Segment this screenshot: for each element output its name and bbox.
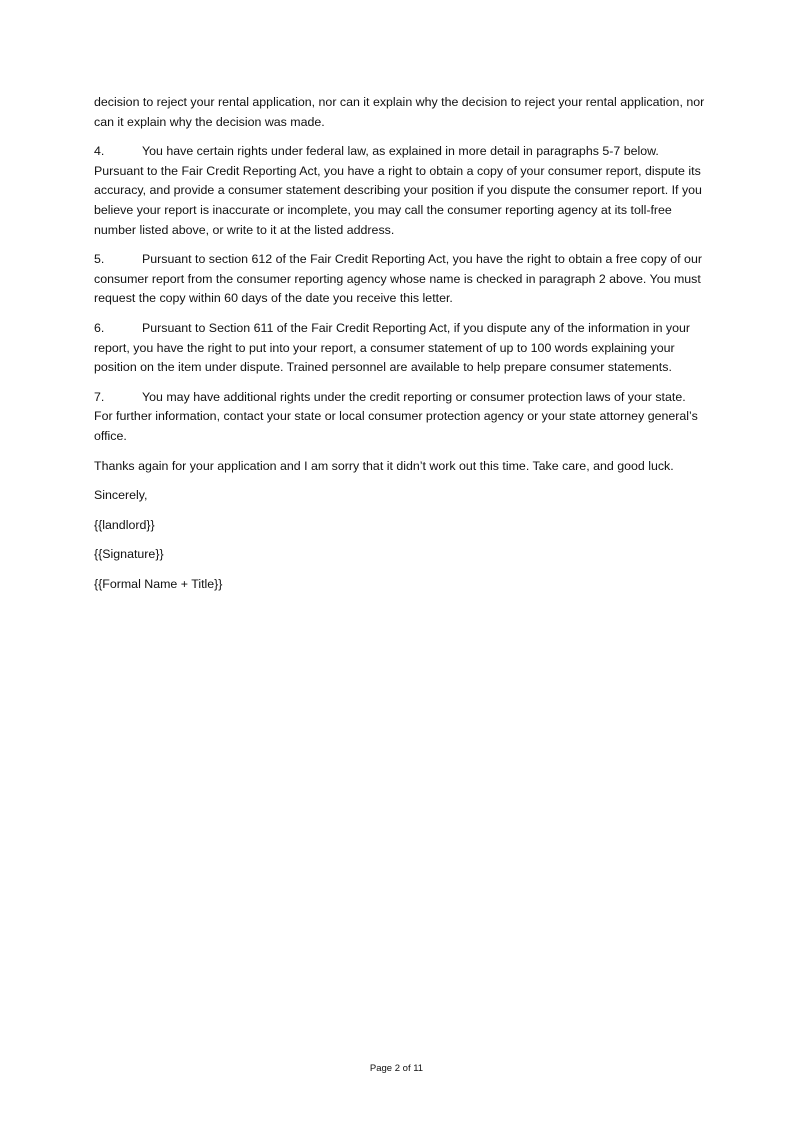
- sign-off: Sincerely,: [94, 488, 148, 503]
- thanks-paragraph: Thanks again for your application and I am sorry that it didn’t work out this time. Take care, and good luck.: [94, 458, 674, 473]
- paragraph-4: [94, 142, 706, 240]
- page-number: Page 2 of 11: [369, 1063, 424, 1074]
- paragraph-5: [94, 250, 706, 309]
- paragraph-text: Pursuant to section 612 of the Fair Credit Reporting Act, you have the right to obtain a free copy of our consumer report from the consumer reporting agency whose name is checked in paragraph 2 above. You must request the copy within 60 days of the date you receive this letter.: [94, 252, 702, 306]
- paragraph-text: Pursuant to Section 611 of the Fair Credit Reporting Act, if you dispute any of the information in your report, you have the right to put into your report, a consumer statement of up to 100 words explaining your position on the item under dispute. Trained personnel are available to help prepare consumer statements.: [94, 320, 691, 375]
- paragraph-text: You may have additional rights under the credit reporting or consumer protection laws of your state. For further information, contact your state or local consumer protection agency or your state attorney general’s office.: [94, 389, 698, 443]
- paragraph-number: 5.: [94, 252, 105, 267]
- signature-placeholder: {{Signature}}: [94, 547, 164, 562]
- paragraph-6: [94, 319, 706, 378]
- letter-body: [94, 93, 706, 604]
- landlord-placeholder: {{landlord}}: [94, 517, 155, 532]
- paragraph-7: [94, 388, 706, 447]
- paragraph-number: 7.: [94, 389, 105, 404]
- paragraph-number: 4.: [94, 144, 105, 159]
- paragraph-text: You have certain rights under federal law, as explained in more detail in paragraphs 5-7 below. Pursuant to the Fair Credit Reporting Act, you have a right to obtain a copy of your consumer report, dispute its accuracy, and provide a consumer statement describing your position if you dispute the consumer report. If you believe your report is inaccurate or incomplete, you may call the consumer reporting agency at its toll-free number listed above, or write to it at the listed address.: [94, 144, 702, 237]
- paragraph-number: 6.: [94, 320, 105, 335]
- intro-continuation: decision to reject your rental application, nor can it explain why the decision to reject your rental application, nor can it explain why the decision was made.: [94, 95, 705, 129]
- formal-name-placeholder: {{Formal Name + Title}}: [94, 576, 223, 591]
- page-footer: [0, 1063, 793, 1075]
